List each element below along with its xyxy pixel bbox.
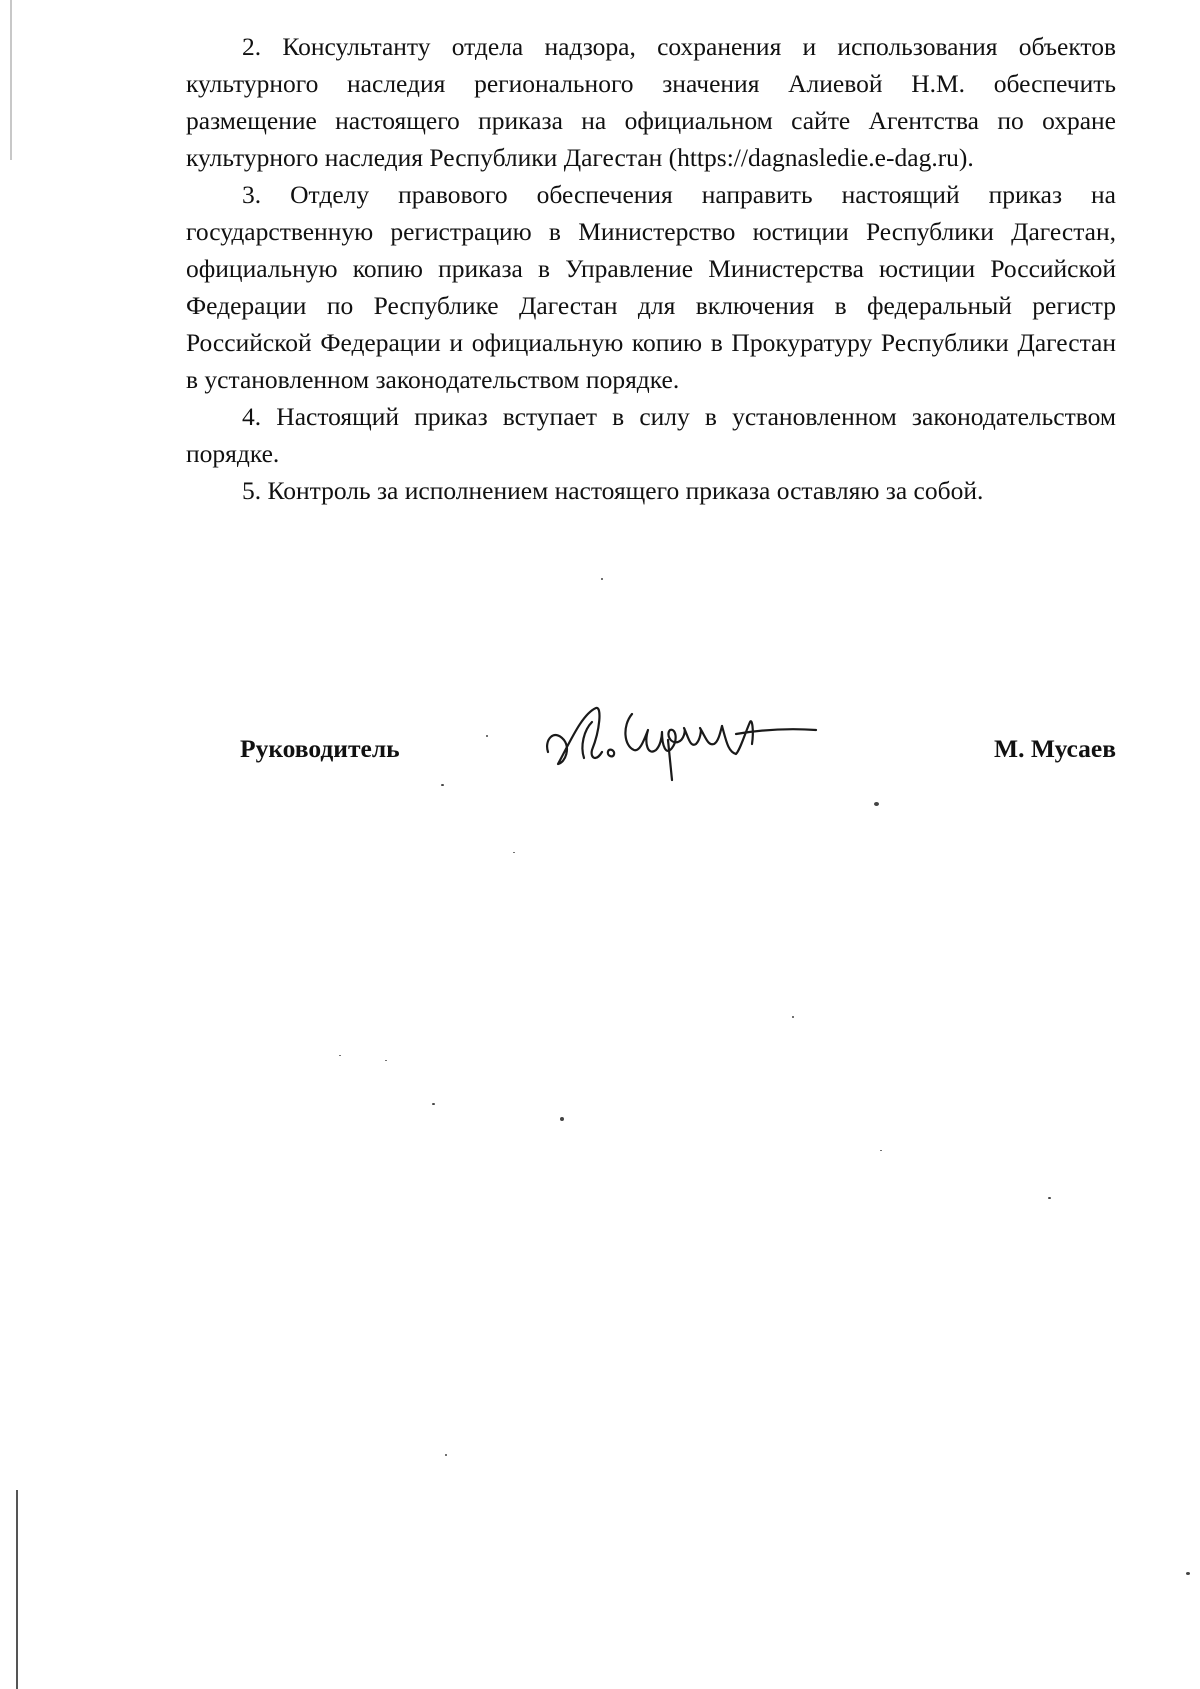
scan-speck	[880, 1150, 882, 1151]
scan-speck	[560, 1117, 564, 1121]
signer-position: Руководитель	[240, 734, 400, 763]
scan-speck	[385, 1060, 387, 1061]
scan-speck	[445, 1454, 447, 1456]
scan-edge-mark-top	[10, 0, 12, 160]
paragraph-3: 3. Отделу правового обеспечения направить настоящий приказ на государственную регистрацию в Министерство юстиции Республики Дагестан, официальную копию приказа в Управление Министерства юстиции Российской Федерации по Республике Дагестан для включения в федеральный регистр Российской Федерации и официальную копию в Прокуратуру Республики Дагестан в установленном законодательством порядке.	[186, 180, 1116, 394]
signer-name: М. Мусаев	[994, 734, 1116, 763]
paragraph-5: 5. Контроль за исполнением настоящего приказа оставляю за собой.	[242, 476, 984, 505]
scan-speck	[1186, 1572, 1190, 1575]
scan-speck	[441, 784, 444, 786]
scan-speck	[513, 852, 515, 853]
scan-speck	[432, 1103, 435, 1105]
signature-block	[240, 700, 1116, 800]
scan-speck	[486, 735, 488, 737]
scan-speck	[874, 802, 879, 806]
scan-speck	[1048, 1197, 1051, 1199]
document-body	[186, 28, 1116, 509]
scan-speck	[792, 1016, 794, 1018]
handwritten-signature	[540, 700, 820, 800]
scan-speck	[339, 1055, 341, 1056]
paragraph-4: 4. Настоящий приказ вступает в силу в установленном законодательством порядке.	[186, 402, 1116, 468]
scan-edge-mark-bottom	[16, 1490, 18, 1689]
paragraph-2: 2. Консультанту отдела надзора, сохранения и использования объектов культурного наследия регионального значения Алиевой Н.М. обеспечить размещение настоящего приказа на официальном сайте Агентства по охране культурного наследия Республики Дагестан (https://dagnasledie.e-dag.ru).	[186, 32, 1116, 172]
scan-speck	[601, 578, 603, 580]
